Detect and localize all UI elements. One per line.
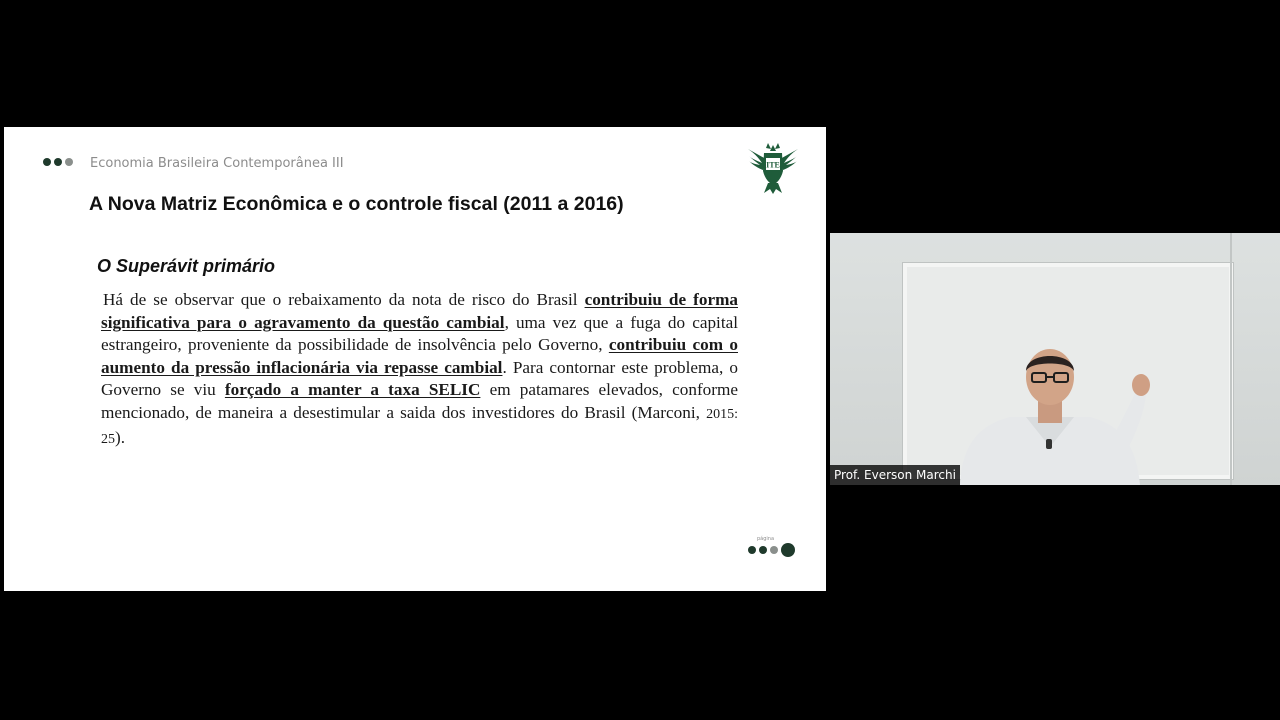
presenter-figure — [940, 343, 1160, 485]
footer-dots — [748, 543, 795, 557]
slide-body-text — [101, 289, 738, 451]
body-segment: , uma vez que a fuga do capital estrangeiro, proveniente da possibilidade de insolvência pelo Governo, — [101, 312, 739, 355]
participant-name-tag: Prof. Everson Marchi — [830, 465, 960, 485]
course-name: Economia Brasileira Contemporânea III — [90, 156, 344, 171]
header-dot — [54, 158, 62, 166]
citation-pages: 2015: 25 — [101, 406, 738, 447]
participant-video-tile[interactable] — [830, 233, 1280, 485]
page-label: página — [757, 536, 775, 542]
wall-panel-line — [1230, 233, 1232, 485]
header-dots — [43, 157, 73, 167]
footer-dot — [770, 546, 778, 554]
header-dot — [65, 158, 73, 166]
body-emphasis: contribuiu de forma significativa para o agravamento da questão cambial — [101, 290, 738, 332]
body-segment: ). — [115, 427, 126, 447]
slide-title: A Nova Matriz Econômica e o controle fiscal (2011 a 2016) — [89, 193, 624, 215]
header-dot — [43, 158, 51, 166]
page-indicator — [747, 535, 803, 561]
footer-dot — [759, 546, 767, 554]
body-segment: Há de se observar que o rebaixamento da nota de risco do Brasil — [103, 290, 585, 309]
footer-dot-large — [781, 543, 795, 557]
body-emphasis: contribuiu com o aumento da pressão inflacionária via repasse cambial — [101, 335, 738, 377]
shared-slide — [4, 127, 826, 591]
body-emphasis: forçado a manter a taxa SELIC — [224, 380, 481, 400]
footer-dot — [748, 546, 756, 554]
logo-text: ITE — [766, 160, 780, 170]
slide-subtitle: O Superávit primário — [97, 256, 276, 276]
body-segment: em patamares elevados, conforme mencionado, de maneira a desestimular a saida dos investidores do Brasil (Marconi, — [101, 380, 738, 422]
eagle-logo-icon — [746, 139, 800, 195]
body-segment: . Para contornar este problema, o Governo se viu — [101, 357, 738, 400]
